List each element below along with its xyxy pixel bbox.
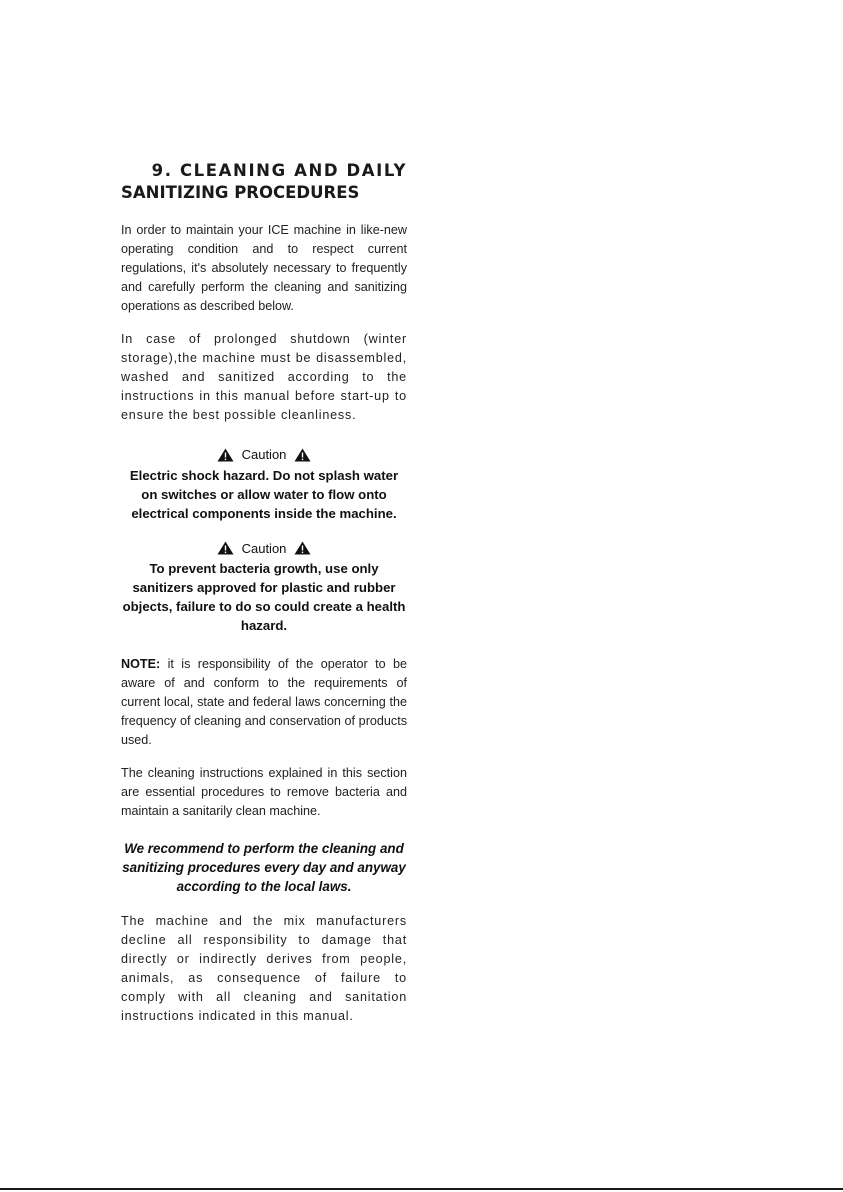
intro-paragraph: In order to maintain your ICE machine in like-new operating condition and to respect current regulations, it's absolutely necessary to frequently and carefully perform the cleaning and sanitizing operations as described below. [121,223,407,313]
page-bottom-rule [0,1188,843,1190]
note-text: it is responsibility of the operator to be aware of and conform to the requirements of current local, state and federal laws concerning the frequency of cleaning and conservation of products used. [121,657,407,747]
warning-triangle-icon [294,541,311,555]
section-title [121,160,407,204]
section-title-line2: SANITIZING PROCEDURES [121,183,360,202]
caution-heading [217,445,312,464]
instructions-paragraph: The cleaning instructions explained in this section are essential procedures to remove bacteria and maintain a sanitarily clean machine. [121,766,407,818]
caution-message: To prevent bacteria growth, use only sanitizers approved for plastic and rubber objects, failure to do so could create a health hazard. [122,561,406,633]
recommendation-text: We recommend to perform the cleaning and sanitizing procedures every day and anyway according to the local laws. [122,841,406,894]
disclaimer-paragraph: The machine and the mix manufacturers decline all responsibility to damage that directly or indirectly derives from people, animals, as consequence of failure to comply with all cleaning and sanitation instructions indicated in this manual. [121,914,407,1023]
warning-triangle-icon [217,541,234,555]
warning-triangle-icon [217,448,234,462]
note-label: NOTE: [121,657,161,671]
warning-triangle-icon [294,448,311,462]
shutdown-paragraph: In case of prolonged shutdown (winter storage),the machine must be disassembled, washed and sanitized according to the instructions in this manual before start-up to ensure the best possible cleanliness. [121,332,407,422]
caution-bacteria [121,539,407,636]
section-title-line1: 9. CLEANING AND DAILY [151,161,407,180]
caution-heading [217,539,312,558]
caution-message: Electric shock hazard. Do not splash water on switches or allow water to flow onto electrical components inside the machine. [129,467,399,521]
caution-label: Caution [241,540,287,556]
content-column [121,160,407,1040]
caution-label: Caution [241,447,287,462]
caution-electric [121,445,407,523]
note-paragraph [121,655,407,750]
